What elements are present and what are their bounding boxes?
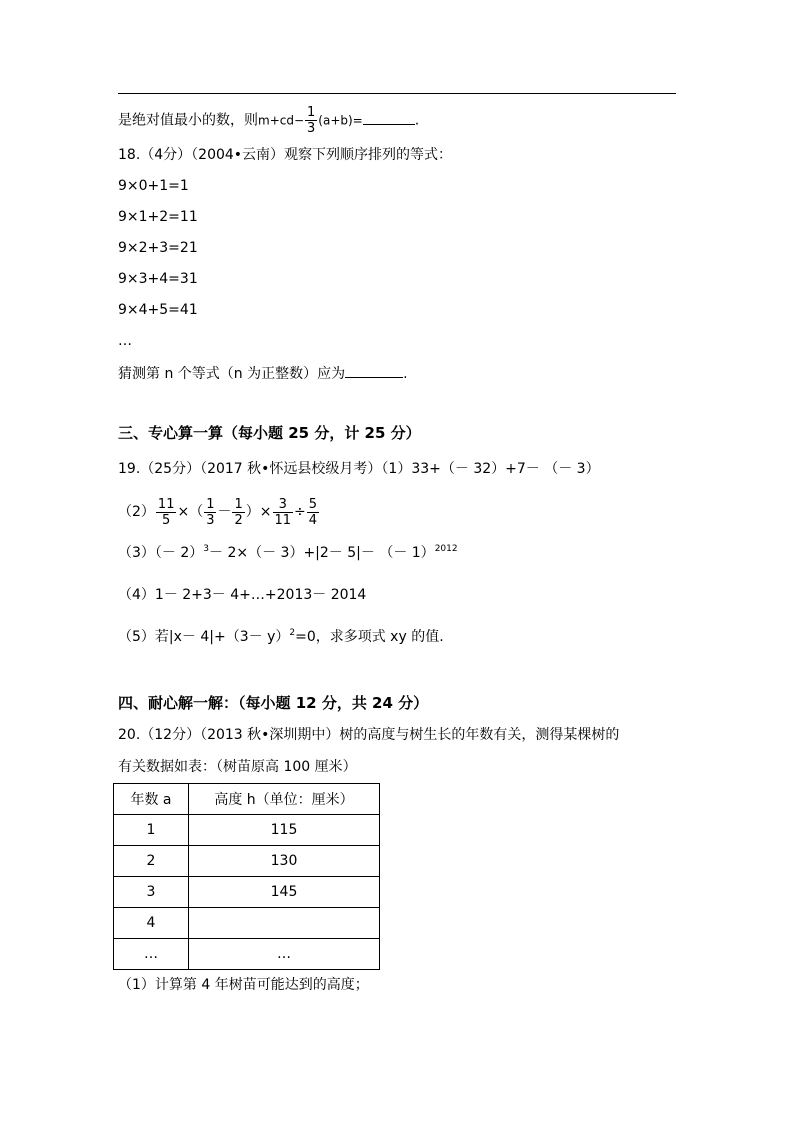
frac-den: 5: [162, 512, 171, 528]
exponent: 2: [289, 628, 296, 638]
q17-answer-blank: [363, 112, 415, 125]
q17-frac-den: 3: [307, 121, 316, 136]
table-cell: 2: [114, 846, 189, 877]
q20-line1: 20.（12分）（2013 秋•深圳期中）树的高度与树生长的年数有关，测得某棵树的: [118, 727, 620, 743]
q18-line: 9×1+2=11: [118, 209, 198, 225]
op: ÷: [294, 504, 306, 520]
table-cell: …: [189, 939, 380, 970]
frac-den: 2: [234, 512, 243, 528]
q18-guess: [118, 365, 408, 381]
q19-header: 19.（25分）（2017 秋•怀远县校级月考）（1）33+（－ 32）+7－ （－ 3）: [118, 461, 600, 477]
frac-num: 11: [157, 496, 175, 512]
frac-num: 1: [206, 496, 215, 512]
q18-line: 9×0+1=1: [118, 178, 189, 194]
fraction: [307, 497, 319, 528]
section3-title: 三、专心算一算（每小题 25 分，计 25 分）: [118, 424, 421, 442]
q19-p5-rest: =0，求多项式 xy 的值.: [295, 629, 444, 645]
table-row: [114, 908, 380, 939]
q19-p3-rest: － 2×（－ 3）+|2－ 5|－ （－ 1）: [209, 545, 435, 561]
frac-num: 3: [273, 497, 294, 513]
q20-sub1: （1）计算第 4 年树苗可能达到的高度；: [118, 977, 369, 993]
table-row: [114, 877, 380, 908]
exponent: 2012: [434, 544, 458, 554]
q19-part3: [118, 545, 458, 560]
q17-frac-num: 1: [307, 105, 316, 120]
table-row: [114, 815, 380, 846]
table-cell: 115: [189, 815, 380, 846]
q18-line: 9×2+3=21: [118, 240, 198, 256]
q19-p3-text: （3）（－ 2）: [118, 545, 204, 561]
q18-guess-text: 猜测第 n 个等式（n 为正整数）应为: [118, 366, 346, 382]
table-row: [114, 846, 380, 877]
fraction: [232, 497, 244, 528]
fraction: [156, 497, 177, 528]
q17-expr-suffix: (a+b)=: [318, 113, 363, 128]
section4-title: 四、耐心解一解：（每小题 12 分，共 24 分）: [118, 694, 429, 712]
q20-line2: 有关数据如表：（树苗原高 100 厘米）: [118, 759, 357, 775]
q18-header: 18.（4分）（2004•云南）观察下列顺序排列的等式：: [118, 147, 453, 163]
data-table: [113, 783, 380, 970]
q19-p2-label: （2）: [118, 504, 155, 520]
table-cell: …: [114, 939, 189, 970]
q19-part4: （4）1－ 2+3－ 4+…+2013－ 2014: [118, 587, 367, 603]
table-cell: 145: [189, 877, 380, 908]
op: ）×: [245, 504, 272, 520]
frac-den: 11: [274, 512, 292, 528]
fraction: [273, 497, 294, 528]
table-header-row: [114, 784, 380, 815]
table-cell: [189, 908, 380, 939]
table-row: [114, 939, 380, 970]
q17-expr-prefix: m+cd−: [258, 113, 305, 128]
q18-line: …: [118, 333, 132, 349]
q17-tail: [118, 105, 419, 136]
q19-part2: [118, 494, 320, 530]
q18-end: .: [403, 366, 408, 382]
header-rule: [118, 93, 676, 94]
fraction: [204, 497, 216, 528]
table-cell: 4: [114, 908, 189, 939]
q19-part5: [118, 629, 444, 644]
q19-p5-text: （5）若|x－ 4|+（3－ y）: [118, 629, 290, 645]
op: －: [217, 504, 232, 520]
table-cell: 1: [114, 815, 189, 846]
q18-line: 9×4+5=41: [118, 302, 198, 318]
frac-num: 5: [308, 496, 318, 512]
q17-text: 是绝对值最小的数，则: [118, 112, 258, 129]
table-cell: 130: [189, 846, 380, 877]
q17-fraction: [305, 105, 317, 136]
q18-answer-blank: [345, 365, 403, 378]
table-cell: 3: [114, 877, 189, 908]
frac-num: 1: [234, 496, 243, 512]
table-header-cell: 年数 a: [114, 784, 189, 815]
frac-den: 4: [308, 512, 318, 528]
q18-line: 9×3+4=31: [118, 271, 198, 287]
table-header-cell: 高度 h（单位：厘米）: [189, 784, 380, 815]
exponent: 3: [203, 544, 209, 554]
q17-end: .: [414, 112, 420, 129]
op: ×（: [177, 504, 204, 520]
frac-den: 3: [206, 512, 215, 528]
